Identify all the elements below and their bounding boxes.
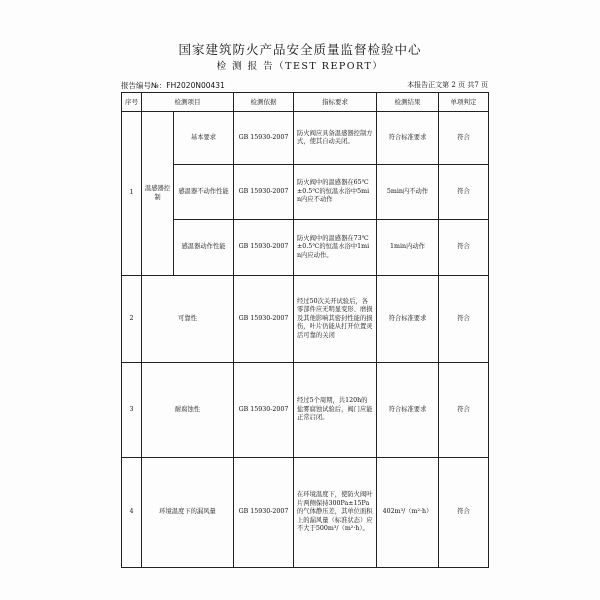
judgement: 符合 xyxy=(439,458,489,568)
row-number: 3 xyxy=(122,363,142,458)
test-results-table xyxy=(121,92,489,568)
test-basis: GB 15930-2007 xyxy=(234,276,294,363)
col-header-no: 序号 xyxy=(122,93,142,112)
judgement: 符合 xyxy=(439,220,489,276)
judgement: 符合 xyxy=(439,276,489,363)
col-header-result: 检测结果 xyxy=(377,93,439,112)
table-row xyxy=(122,363,489,458)
sub-item-name: 感温器不动作性能 xyxy=(174,165,234,220)
table-row xyxy=(122,276,489,363)
table-row xyxy=(122,165,489,220)
page-info: 本报告正文第 2 页 共7 页 xyxy=(407,81,488,89)
col-header-item: 检测项目 xyxy=(142,93,234,112)
table-row xyxy=(122,220,489,276)
test-basis: GB 15930-2007 xyxy=(234,220,294,276)
sub-item-name: 感温器动作性能 xyxy=(174,220,234,276)
requirement-text: 防火阀中的温感器在73℃±0.5℃的恒温水浴中1min内应动作。 xyxy=(294,220,377,276)
report-number: 报告编号№：FH2020N00431 xyxy=(121,81,225,90)
item-name: 可靠性 xyxy=(142,276,234,363)
report-subtitle: 检 测 报 告（TEST REPORT） xyxy=(216,61,384,72)
table-row xyxy=(122,458,489,568)
requirement-text: 防火阀应具备温感器控制方式，使其自动关闭。 xyxy=(294,112,377,165)
table-row xyxy=(122,112,489,165)
test-basis: GB 15930-2007 xyxy=(234,165,294,220)
test-basis: GB 15930-2007 xyxy=(234,112,294,165)
judgement: 符合 xyxy=(439,165,489,220)
row-number: 2 xyxy=(122,276,142,363)
test-result: 符合标准要求 xyxy=(377,363,439,458)
test-basis: GB 15930-2007 xyxy=(234,458,294,568)
table-header-row xyxy=(122,93,489,112)
col-header-basis: 检测依据 xyxy=(234,93,294,112)
row-number: 1 xyxy=(122,112,142,276)
test-result: 符合标准要求 xyxy=(377,276,439,363)
col-header-requirement: 指标要求 xyxy=(294,93,377,112)
sub-item-name: 基本要求 xyxy=(174,112,234,165)
judgement: 符合 xyxy=(439,112,489,165)
row-number: 4 xyxy=(122,458,142,568)
test-basis: GB 15930-2007 xyxy=(234,363,294,458)
test-result: 符合标准要求 xyxy=(377,112,439,165)
requirement-text: 经过5个周期，共120h的盐雾腐蚀试验后，阀门应能正常启闭。 xyxy=(294,363,377,458)
requirement-text: 防火阀中的温感器在65℃±0.5℃的恒温水浴中5min内应不动作 xyxy=(294,165,377,220)
requirement-text: 在环境温度下，使防火阀叶片两侧保持300Pa±15Pa的气体静压差，其单位面积上的漏风量（标准状态）应不大于500m³/（m²·h）。 xyxy=(294,458,377,568)
test-result: 5min内不动作 xyxy=(377,165,439,220)
group-item-name: 温感器控制 xyxy=(142,112,174,276)
test-result: 1min内动作 xyxy=(377,220,439,276)
requirement-text: 经过50次关开试验后，各零部件应无明显变形、磨损及其他影响其密封性能的损伤，叶片仍能从打开位置灵活可靠的关闭 xyxy=(294,276,377,363)
judgement: 符合 xyxy=(439,363,489,458)
item-name: 耐腐蚀性 xyxy=(142,363,234,458)
item-name: 环境温度下的漏风量 xyxy=(142,458,234,568)
test-result: 402m³/（m²·h） xyxy=(377,458,439,568)
col-header-judgement: 单项判定 xyxy=(439,93,489,112)
center-title: 国家建筑防火产品安全质量监督检验中心 xyxy=(178,42,422,57)
